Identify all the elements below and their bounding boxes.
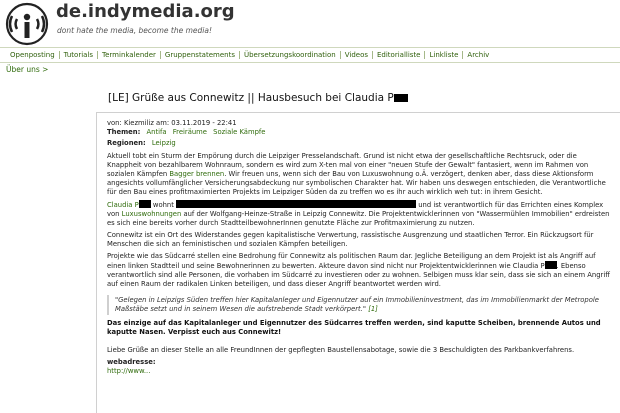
themes-label: Themen: (107, 128, 141, 136)
paragraph-2-text-b: und ist verantwortlich für das Errichten eines Komplex von (107, 201, 604, 218)
paragraph-4-text-b: . Ebenso verantwortlich sind alle Personen, die vorhaben im Südcarré zu investieren oder zu wohnen. Selbigen muss klar sein, dass sie sich an einem Angriff auf einen Raum der radikalen Linken beteiligen, und dass dieser Angriff beantwortet werden wird. (107, 262, 610, 288)
redaction-bar (545, 261, 557, 269)
paragraph-1-text-a: Aktuell tobt ein Sturm der Empörung durch die Leipziger Presselandschaft. Grund ist nicht etwa der gesellschaftliche Rechtsruck, oder die Knappheit von bezahlbarem Wohnraum, sondern es wird zum X-ten mal von einer "neuen Stufe der Gewalt" fantasiert, wenn im Rahmen von sozialen Kämpfen (107, 152, 589, 178)
nav-linkliste[interactable]: Linkliste (425, 51, 463, 59)
about-us-link[interactable]: Über uns > (6, 65, 49, 74)
paragraph-4 (107, 252, 612, 289)
indymedia-logo-icon[interactable] (2, 2, 52, 50)
themes-row (107, 128, 612, 137)
regions-label: Regionen: (107, 139, 146, 147)
paragraph-3: Connewitz ist ein Ort des Widerstandes gegen kapitalistische Verwertung, rassistische Ausgrenzung und staatlichen Terror. Ein Rückzugsort für Menschen die sich an feministischen und sozialen Kämpfen beteiligen. (107, 231, 594, 248)
claudia-link[interactable]: Claudia P (107, 201, 139, 209)
nav-editorialliste[interactable]: Editorialliste (373, 51, 425, 59)
paragraph-4-text-a: Projekte wie das Südcarré stellen eine Bedrohung für Connewitz als politischen Raum dar. Jegliche Beteiligung an dem Projekt ist als Angriff auf einen linken Stadtteil und seine Bewohnerinnen zu bewerten. Akteure davon sind nicht nur Projektentwicklerinnen wie Claudia P (107, 252, 596, 270)
webadresse-label: webadresse: (107, 358, 156, 366)
tag-soziale-kaempfe[interactable]: Soziale Kämpfe (213, 128, 266, 136)
nav-openposting[interactable]: Openposting (0, 51, 60, 59)
bagger-brennen-link[interactable]: Bagger brennen (169, 170, 225, 178)
bold-statement: Das einzige auf das Kapitalanleger und Eigennutzer des Südcarres treffen werden, sind kaputte Scheiben, brennende Autos und kaputte Nasen. Verpisst euch aus Connewitz! (107, 319, 601, 336)
article-content (107, 119, 612, 376)
redaction-bar (394, 94, 408, 102)
paragraph-2-text-c: auf der Wolfgang-Heinze-Straße in Leipzig Connewitz. Die Projektentwicklerinnen von "Wassermühlen Immobilien" erdreisten es sich eine bereits vorher durch StadtteilbewohnerInnen genutzte Fläche zur Profitmaximierung zu nutzen. (107, 210, 610, 227)
paragraph-1 (107, 152, 612, 197)
article-title-text: [LE] Grüße aus Connewitz || Hausbesuch bei Claudia P (108, 92, 394, 104)
nav-archiv[interactable]: Archiv (467, 51, 490, 59)
paragraph-2-text-a: wohnt (152, 201, 174, 209)
redaction-bar (139, 200, 151, 208)
author-line: von: Kiezmiliz am: 03.11.2019 - 22:41 (107, 119, 237, 127)
nav-gruppenstatements[interactable]: Gruppenstatements (161, 51, 240, 59)
tag-leipzig[interactable]: Leipzig (151, 139, 176, 147)
main-navigation (0, 47, 620, 63)
tag-freiraeume[interactable]: Freiräume (172, 128, 207, 136)
article-title (108, 92, 408, 104)
regions-row (107, 139, 612, 148)
quote-text: "Gelegen in Leipzigs Süden treffen hier Kapitalanleger und Eigennutzer auf ein Immobilieninvestment, das im Immobilienmarkt der Metropole Maßstäbe setzt und in seinem Wesen die aufstrebende Stadt verkörpert." (115, 296, 599, 313)
luxuswohnungen-link[interactable]: Luxuswohnungen (121, 210, 182, 218)
site-header (0, 0, 620, 44)
nav-tutorials[interactable]: Tutorials (60, 51, 98, 59)
tag-antifa[interactable]: Antifa (146, 128, 167, 136)
footnote-link[interactable]: [1] (368, 305, 378, 313)
redaction-bar (176, 200, 416, 208)
nav-videos[interactable]: Videos (341, 51, 373, 59)
site-tagline: dont hate the media, become the media! (57, 26, 212, 35)
quote-block (107, 295, 612, 315)
paragraph-1-text-b: . Wir freuen uns, wenn sich der Bau von Luxuswohnung o.Ä. verzögert, denken aber, dass diese Aktionsform angesichts vollumfänglicher Versicherungsabdeckung nur symbolischen Charakter hat. Wir haben uns deswegen entschieden, die Verantwortliche für den Bau eines profitmaximierten Projekts im Leipziger Süden da zu treffen wo es ihr auch wirklich weh tut: in ihrem Gesicht. (107, 170, 606, 196)
nav-uebersetzungskoordination[interactable]: Übersetzungskoordination (240, 51, 341, 59)
nav-terminkalender[interactable]: Terminkalender (98, 51, 161, 59)
webadresse-link[interactable]: http://www... (107, 367, 151, 375)
paragraph-2 (107, 200, 612, 228)
greeting-paragraph: Liebe Grüße an dieser Stelle an alle FreundInnen der gepflegten Baustellensabotage, sowie die 3 Beschuldigten des Parkbankverfahrens. (107, 346, 575, 354)
site-title[interactable]: de.indymedia.org (56, 1, 235, 22)
